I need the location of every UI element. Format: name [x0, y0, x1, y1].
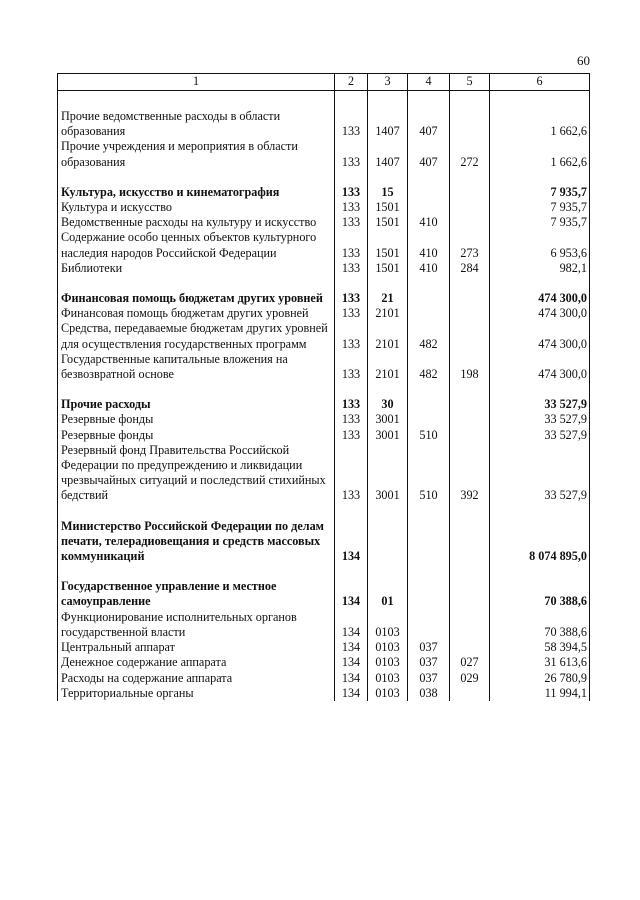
header-col-4: 4	[408, 74, 450, 91]
amount-cell: 70 388,6	[490, 610, 590, 640]
name-cell: Прочие ведомственные расходы в области образования	[58, 109, 335, 139]
section-cell: 3001	[368, 412, 408, 427]
expense-type-cell	[450, 306, 490, 321]
section-cell: 2101	[368, 352, 408, 382]
table-body	[58, 91, 590, 701]
chapter-cell: 134	[335, 655, 368, 670]
header-col-5: 5	[450, 74, 490, 91]
spacer-cell	[368, 170, 408, 185]
chapter-cell: 133	[335, 397, 368, 412]
section-cell: 1501	[368, 215, 408, 230]
table-row	[58, 610, 590, 640]
target-article-cell: 482	[408, 321, 450, 351]
amount-cell: 474 300,0	[490, 306, 590, 321]
chapter-cell: 133	[335, 412, 368, 427]
name-cell: Государственные капитальные вложения на безвозвратной основе	[58, 352, 335, 382]
target-article-cell	[408, 412, 450, 427]
spacer-cell	[490, 564, 590, 579]
target-article-cell: 038	[408, 686, 450, 701]
target-article-cell	[408, 610, 450, 640]
expense-type-cell: 273	[450, 230, 490, 260]
expense-type-cell	[450, 412, 490, 427]
section-cell: 21	[368, 291, 408, 306]
amount-cell: 6 953,6	[490, 230, 590, 260]
chapter-cell: 133	[335, 428, 368, 443]
header-col-1: 1	[58, 74, 335, 91]
table-row	[58, 428, 590, 443]
section-cell: 0103	[368, 610, 408, 640]
section-cell	[368, 519, 408, 565]
target-article-cell	[408, 200, 450, 215]
table-row	[58, 139, 590, 169]
table-spacer-row	[58, 276, 590, 291]
header-col-6: 6	[490, 74, 590, 91]
table-row	[58, 261, 590, 276]
name-cell: Средства, передаваемые бюджетам других уровней для осуществления государственных программ	[58, 321, 335, 351]
expense-type-cell	[450, 321, 490, 351]
expense-type-cell	[450, 579, 490, 609]
table-row	[58, 306, 590, 321]
name-cell: Финансовая помощь бюджетам других уровней	[58, 291, 335, 306]
section-cell: 0103	[368, 655, 408, 670]
name-cell: Денежное содержание аппарата	[58, 655, 335, 670]
name-cell: Культура, искусство и кинематография	[58, 185, 335, 200]
expense-type-cell	[450, 640, 490, 655]
expense-type-cell: 284	[450, 261, 490, 276]
name-cell: Резервный фонд Правительства Российской Федерации по предупреждению и ликвидации чрезвычайных ситуаций и последствий стихийных бедствий	[58, 443, 335, 504]
chapter-cell: 134	[335, 686, 368, 701]
table-row	[58, 640, 590, 655]
chapter-cell: 133	[335, 185, 368, 200]
section-cell: 1501	[368, 230, 408, 260]
amount-cell: 58 394,5	[490, 640, 590, 655]
target-article-cell: 510	[408, 443, 450, 504]
expense-type-cell	[450, 397, 490, 412]
name-cell: Государственное управление и местное самоуправление	[58, 579, 335, 609]
table-spacer-row	[58, 504, 590, 519]
target-article-cell: 510	[408, 428, 450, 443]
spacer-cell	[58, 170, 335, 185]
table-row	[58, 443, 590, 504]
section-cell: 1501	[368, 200, 408, 215]
expense-type-cell	[450, 109, 490, 139]
amount-cell: 474 300,0	[490, 352, 590, 382]
chapter-cell: 134	[335, 579, 368, 609]
chapter-cell: 133	[335, 443, 368, 504]
spacer-cell	[450, 276, 490, 291]
target-article-cell: 482	[408, 352, 450, 382]
chapter-cell: 134	[335, 671, 368, 686]
expense-type-cell: 029	[450, 671, 490, 686]
table-row	[58, 671, 590, 686]
table-row	[58, 215, 590, 230]
spacer-cell	[450, 170, 490, 185]
spacer-cell	[408, 91, 450, 110]
expense-type-cell	[450, 291, 490, 306]
amount-cell: 474 300,0	[490, 321, 590, 351]
amount-cell: 70 388,6	[490, 579, 590, 609]
table-header-row	[58, 74, 590, 91]
section-cell: 0103	[368, 640, 408, 655]
expense-type-cell	[450, 185, 490, 200]
table-row	[58, 686, 590, 701]
table-section-row	[58, 579, 590, 609]
name-cell: Резервные фонды	[58, 428, 335, 443]
expense-type-cell	[450, 200, 490, 215]
target-article-cell: 410	[408, 215, 450, 230]
expense-type-cell	[450, 215, 490, 230]
table-row	[58, 655, 590, 670]
chapter-cell: 133	[335, 230, 368, 260]
chapter-cell: 133	[335, 291, 368, 306]
table-row	[58, 321, 590, 351]
table-section-row	[58, 519, 590, 565]
spacer-cell	[335, 276, 368, 291]
spacer-cell	[408, 382, 450, 397]
expense-type-cell: 198	[450, 352, 490, 382]
spacer-cell	[408, 564, 450, 579]
header-col-2: 2	[335, 74, 368, 91]
target-article-cell	[408, 519, 450, 565]
section-cell: 1407	[368, 139, 408, 169]
target-article-cell: 037	[408, 671, 450, 686]
spacer-cell	[58, 91, 335, 110]
target-article-cell	[408, 579, 450, 609]
spacer-cell	[368, 91, 408, 110]
spacer-cell	[490, 504, 590, 519]
amount-cell: 33 527,9	[490, 443, 590, 504]
name-cell: Резервные фонды	[58, 412, 335, 427]
table-section-row	[58, 397, 590, 412]
amount-cell: 33 527,9	[490, 412, 590, 427]
table-spacer-row	[58, 382, 590, 397]
amount-cell: 7 935,7	[490, 185, 590, 200]
amount-cell: 33 527,9	[490, 428, 590, 443]
amount-cell: 33 527,9	[490, 397, 590, 412]
target-article-cell	[408, 306, 450, 321]
chapter-cell: 134	[335, 640, 368, 655]
expense-type-cell	[450, 686, 490, 701]
name-cell: Ведомственные расходы на культуру и искусство	[58, 215, 335, 230]
spacer-cell	[368, 276, 408, 291]
spacer-cell	[450, 504, 490, 519]
spacer-cell	[490, 91, 590, 110]
chapter-cell: 133	[335, 109, 368, 139]
name-cell: Прочие учреждения и мероприятия в области образования	[58, 139, 335, 169]
spacer-cell	[368, 504, 408, 519]
amount-cell: 31 613,6	[490, 655, 590, 670]
chapter-cell: 133	[335, 139, 368, 169]
target-article-cell: 407	[408, 139, 450, 169]
amount-cell: 1 662,6	[490, 139, 590, 169]
expense-type-cell: 392	[450, 443, 490, 504]
spacer-cell	[408, 276, 450, 291]
table-spacer-row	[58, 170, 590, 185]
section-cell: 1501	[368, 261, 408, 276]
name-cell: Министерство Российской Федерации по делам печати, телерадиовещания и средств массовых коммуникаций	[58, 519, 335, 565]
name-cell: Библиотеки	[58, 261, 335, 276]
spacer-cell	[490, 170, 590, 185]
amount-cell: 474 300,0	[490, 291, 590, 306]
chapter-cell: 133	[335, 215, 368, 230]
spacer-cell	[368, 382, 408, 397]
spacer-cell	[335, 170, 368, 185]
spacer-cell	[450, 564, 490, 579]
table-row	[58, 200, 590, 215]
spacer-cell	[490, 382, 590, 397]
spacer-cell	[58, 564, 335, 579]
expense-type-cell: 027	[450, 655, 490, 670]
chapter-cell: 133	[335, 200, 368, 215]
target-article-cell: 407	[408, 109, 450, 139]
section-cell: 0103	[368, 671, 408, 686]
section-cell: 15	[368, 185, 408, 200]
target-article-cell	[408, 185, 450, 200]
header-col-3: 3	[368, 74, 408, 91]
name-cell: Центральный аппарат	[58, 640, 335, 655]
section-cell: 2101	[368, 321, 408, 351]
chapter-cell: 134	[335, 610, 368, 640]
amount-cell: 8 074 895,0	[490, 519, 590, 565]
expense-type-cell	[450, 428, 490, 443]
table-spacer-row	[58, 91, 590, 110]
table-row	[58, 412, 590, 427]
spacer-cell	[335, 91, 368, 110]
name-cell: Финансовая помощь бюджетам других уровней	[58, 306, 335, 321]
expense-type-cell	[450, 610, 490, 640]
amount-cell: 26 780,9	[490, 671, 590, 686]
section-cell: 0103	[368, 686, 408, 701]
target-article-cell: 037	[408, 655, 450, 670]
target-article-cell: 410	[408, 230, 450, 260]
chapter-cell: 133	[335, 352, 368, 382]
table-row	[58, 109, 590, 139]
section-cell: 01	[368, 579, 408, 609]
name-cell: Функционирование исполнительных органов государственной власти	[58, 610, 335, 640]
amount-cell: 7 935,7	[490, 215, 590, 230]
chapter-cell: 133	[335, 306, 368, 321]
spacer-cell	[58, 276, 335, 291]
chapter-cell: 134	[335, 519, 368, 565]
name-cell: Территориальные органы	[58, 686, 335, 701]
section-cell: 1407	[368, 109, 408, 139]
spacer-cell	[335, 382, 368, 397]
spacer-cell	[368, 564, 408, 579]
expense-type-cell: 272	[450, 139, 490, 169]
amount-cell: 7 935,7	[490, 200, 590, 215]
name-cell: Содержание особо ценных объектов культурного наследия народов Российской Федерации	[58, 230, 335, 260]
spacer-cell	[450, 91, 490, 110]
table-section-row	[58, 185, 590, 200]
target-article-cell	[408, 397, 450, 412]
page-number: 60	[577, 53, 590, 68]
table-row	[58, 230, 590, 260]
spacer-cell	[58, 504, 335, 519]
spacer-cell	[490, 276, 590, 291]
spacer-cell	[335, 504, 368, 519]
amount-cell: 1 662,6	[490, 109, 590, 139]
section-cell: 2101	[368, 306, 408, 321]
target-article-cell	[408, 291, 450, 306]
chapter-cell: 133	[335, 261, 368, 276]
table-section-row	[58, 291, 590, 306]
target-article-cell: 037	[408, 640, 450, 655]
target-article-cell: 410	[408, 261, 450, 276]
section-cell: 30	[368, 397, 408, 412]
name-cell: Культура и искусство	[58, 200, 335, 215]
name-cell: Прочие расходы	[58, 397, 335, 412]
amount-cell: 11 994,1	[490, 686, 590, 701]
amount-cell: 982,1	[490, 261, 590, 276]
spacer-cell	[408, 170, 450, 185]
name-cell: Расходы на содержание аппарата	[58, 671, 335, 686]
spacer-cell	[335, 564, 368, 579]
table-row	[58, 352, 590, 382]
table-spacer-row	[58, 564, 590, 579]
budget-table	[57, 73, 590, 701]
section-cell: 3001	[368, 428, 408, 443]
spacer-cell	[450, 382, 490, 397]
chapter-cell: 133	[335, 321, 368, 351]
section-cell: 3001	[368, 443, 408, 504]
expense-type-cell	[450, 519, 490, 565]
spacer-cell	[408, 504, 450, 519]
spacer-cell	[58, 382, 335, 397]
